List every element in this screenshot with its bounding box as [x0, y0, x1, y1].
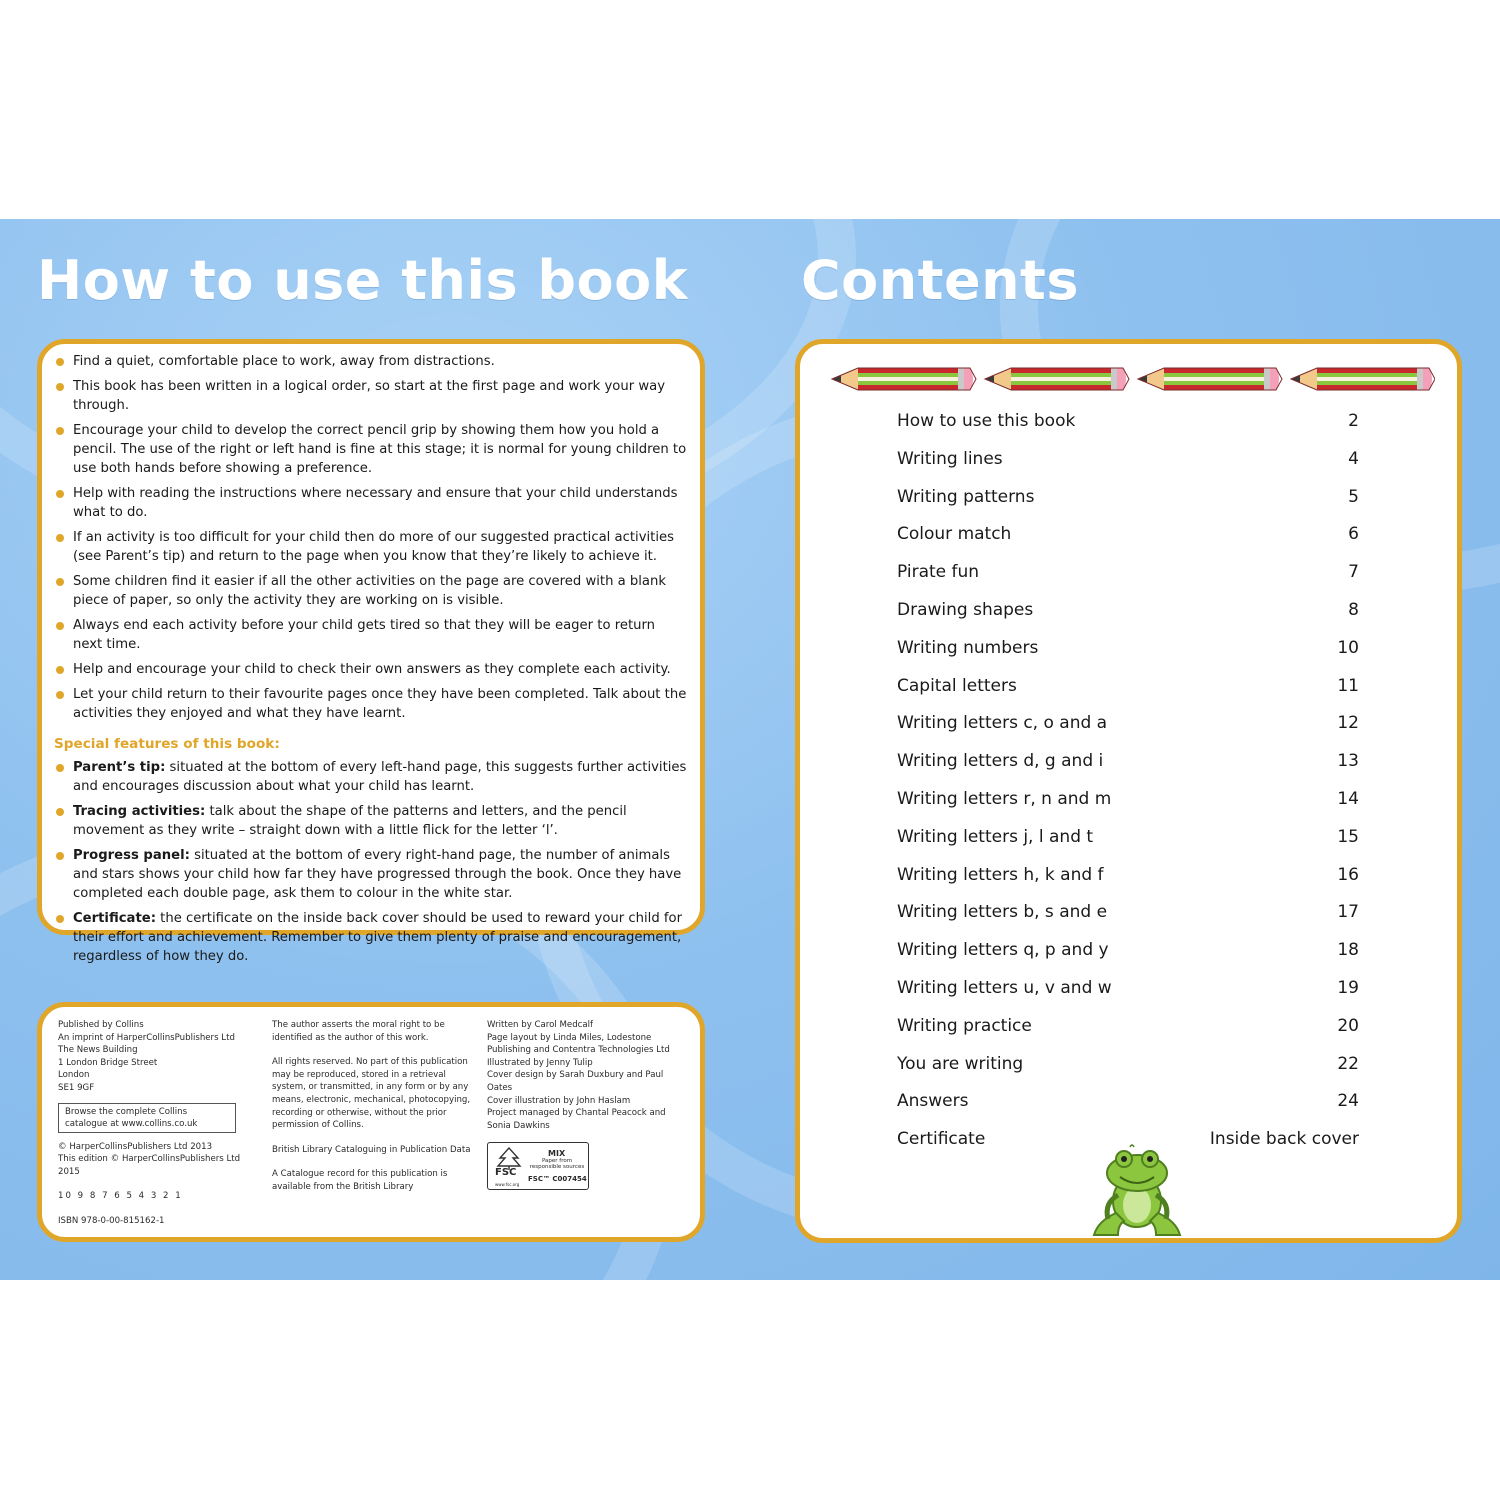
toc-page-number: 16: [1337, 864, 1359, 885]
feature-text: situated at the bottom of every left-hand page, this suggests further activities and encourages discussion about what your child has learnt.: [73, 760, 687, 794]
fsc-mix: MIX: [548, 1149, 566, 1159]
instruction-item: Encourage your child to develop the correct pencil grip by showing them how you hold a pencil. The use of the right or left hand is fine at this stage; it is normal for young children to use both hands before showing a preference.: [54, 421, 688, 478]
book-spread: [0, 219, 1500, 1280]
fsc-word: FSC: [495, 1167, 517, 1179]
publisher-line: 1 London Bridge Street: [58, 1057, 158, 1068]
rights-paragraph: A Catalogue record for this publication is available from the British Library: [272, 1169, 448, 1192]
toc-row: [897, 557, 1359, 587]
toc-row: [897, 671, 1359, 701]
toc-title: Writing letters b, s and e: [897, 902, 1108, 923]
toc-page-number: 19: [1337, 978, 1359, 998]
toc-title: Writing letters r, n and m: [897, 789, 1112, 809]
toc-row: [897, 595, 1359, 625]
feature-item: [54, 909, 688, 966]
feature-text: talk about the shape of the patterns and letters, and the pencil movement as they write – straight down with a little flick for the letter ‘l’.: [73, 804, 627, 838]
fsc-code: FSC™ C007454: [528, 1175, 587, 1184]
toc-row: [897, 822, 1359, 852]
toc-title: Writing letters q, p and y: [897, 940, 1109, 961]
toc-page-number: 7: [1348, 562, 1359, 583]
copyright-line: © HarperCollinsPublishers Ltd 2013: [58, 1141, 213, 1152]
pencil-icon: [832, 368, 976, 390]
toc-title: Drawing shapes: [897, 600, 1034, 620]
frog-icon: [1088, 1143, 1186, 1239]
feature-item: [54, 802, 688, 840]
toc-row: [897, 1086, 1359, 1116]
toc-row: [897, 1049, 1359, 1079]
toc-title: Writing letters h, k and f: [897, 864, 1104, 885]
toc-row: [897, 406, 1359, 436]
feature-term: Certificate:: [73, 911, 156, 926]
instruction-item: Help and encourage your child to check their own answers as they complete each activity.: [54, 660, 688, 679]
feature-item: [54, 758, 688, 796]
toc-row: [897, 784, 1359, 814]
publisher-column-2: [272, 1019, 472, 1206]
rights-paragraph: The author asserts the moral right to be identified as the author of this work.: [272, 1020, 445, 1043]
toc-title: Answers: [897, 1091, 969, 1112]
toc-page-number: 4: [1348, 448, 1359, 469]
publisher-column-3: [487, 1019, 677, 1190]
instruction-item: Find a quiet, comfortable place to work, away from distractions.: [54, 352, 688, 371]
publisher-line: SE1 9GF: [58, 1082, 95, 1093]
toc-page-number: 10: [1337, 637, 1359, 658]
toc-title: Writing numbers: [897, 637, 1039, 658]
toc-title: Writing patterns: [897, 486, 1035, 507]
publisher-panel: [37, 1002, 705, 1242]
toc-page-number: 2: [1348, 411, 1359, 431]
publisher-line: An imprint of HarperCollinsPublishers Ltd: [58, 1032, 235, 1043]
how-to-use-panel: [37, 339, 705, 964]
toc-page-number: 13: [1337, 751, 1359, 772]
toc-title: Writing letters c, o and a: [897, 713, 1108, 734]
instruction-item: If an activity is too difficult for your child then do more of our suggested practical activities (see Parent’s tip) and return to the page when you know that they’re likely to achieve it.: [54, 528, 688, 566]
credit-line: Project managed by Chantal Peacock and Sonia Dawkins: [487, 1108, 666, 1131]
fsc-url: www.fsc.org: [495, 1182, 520, 1188]
fsc-paper-sources: Paper from responsible sources: [529, 1158, 585, 1171]
toc-title: Pirate fun: [897, 562, 980, 583]
publisher-line: Published by Collins: [58, 1020, 144, 1030]
toc-page-number: 22: [1337, 1053, 1359, 1074]
toc-title: Certificate: [897, 1129, 986, 1150]
toc-row: [897, 1011, 1359, 1041]
toc-row: [897, 746, 1359, 776]
feature-item: [54, 846, 688, 903]
toc-title: Writing letters u, v and w: [897, 978, 1112, 998]
publisher-line: London: [58, 1070, 90, 1081]
toc-page-number: 20: [1337, 1015, 1359, 1036]
fsc-logo-icon: [487, 1142, 589, 1190]
toc-title: Colour match: [897, 524, 1012, 545]
toc-row: [897, 519, 1359, 549]
toc-row: [897, 444, 1359, 474]
pencil-icon: [985, 368, 1129, 390]
toc-page-number: 11: [1337, 675, 1359, 696]
credit-line: Cover design by Sarah Duxbury and Paul Oates: [487, 1070, 664, 1093]
isbn: ISBN 978-0-00-815162-1: [58, 1215, 165, 1226]
instruction-item: Always end each activity before your child gets tired so that they will be eager to return next time.: [54, 616, 688, 654]
toc-row: [897, 708, 1359, 738]
feature-text: the certificate on the inside back cover should be used to reward your child for their effort and achievement. Remember to give them plenty of praise and encouragement, regardless of how they do.: [73, 911, 683, 964]
pencil-icon: [1291, 368, 1435, 390]
catalogue-box: Browse the complete Collins catalogue at www.collins.co.uk: [58, 1103, 236, 1133]
instruction-item: Help with reading the instructions where necessary and ensure that your child understands what to do.: [54, 484, 688, 522]
toc-page-number: 17: [1337, 902, 1359, 923]
toc-title: Writing letters j, l and t: [897, 826, 1094, 847]
toc-page-number: 15: [1337, 826, 1359, 847]
printing-line: 10 9 8 7 6 5 4 3 2 1: [58, 1191, 183, 1202]
how-to-use-heading: How to use this book: [37, 249, 689, 312]
feature-term: Parent’s tip:: [73, 760, 166, 775]
instruction-item: This book has been written in a logical order, so start at the first page and work your way through.: [54, 377, 688, 415]
feature-text: situated at the bottom of every right-hand page, the number of animals and stars shows your child how far they have progressed through the book. Once they have completed each double page, ask them to colour in the white star.: [73, 848, 682, 901]
credit-line: Written by Carol Medcalf: [487, 1020, 594, 1030]
rights-paragraph: British Library Cataloguing in Publication Data: [272, 1144, 471, 1155]
instruction-list: [54, 352, 688, 723]
toc-row: [897, 633, 1359, 663]
instruction-item: Some children find it easier if all the other activities on the page are covered with a blank piece of paper, so only the activity they are working on is visible.: [54, 572, 688, 610]
toc-page-number: 5: [1348, 486, 1359, 507]
toc-title: Writing lines: [897, 448, 1003, 469]
special-features-heading: Special features of this book:: [54, 736, 280, 752]
toc-page-number: 24: [1337, 1091, 1359, 1112]
toc-page-number: 18: [1337, 940, 1359, 961]
publisher-line: The News Building: [58, 1045, 138, 1056]
toc-title: You are writing: [897, 1053, 1024, 1074]
publisher-column-1: [58, 1019, 258, 1228]
toc-row: [897, 973, 1359, 1003]
instruction-item: Let your child return to their favourite pages once they have been completed. Talk about the activities they enjoyed and what they have learnt.: [54, 685, 688, 723]
pencil-icon: [1138, 368, 1282, 390]
contents-panel: [795, 339, 1462, 1243]
toc-row: [897, 935, 1359, 965]
toc-title: Capital letters: [897, 675, 1017, 696]
credit-line: Page layout by Linda Miles, Lodestone Publishing and Contentra Technologies Ltd: [487, 1032, 670, 1056]
contents-heading: Contents: [801, 249, 1080, 312]
toc-page-number: 6: [1348, 524, 1359, 545]
toc-row: [897, 860, 1359, 890]
toc-row: [897, 897, 1359, 927]
copyright-line: This edition © HarperCollinsPublishers Ltd 2015: [58, 1154, 241, 1177]
rights-paragraph: All rights reserved. No part of this publication may be reproduced, stored in a retrieval system, or transmitted, in any form or by any means, electronic, mechanical, photocopying, recording or otherwise, without the prior permission of Collins.: [272, 1057, 471, 1131]
feature-term: Progress panel:: [73, 848, 190, 863]
toc-page-number: 14: [1337, 789, 1359, 809]
credit-line: Cover illustration by John Haslam: [487, 1095, 631, 1106]
toc-title: How to use this book: [897, 411, 1076, 431]
toc-page-number: Inside back cover: [1209, 1129, 1359, 1150]
toc-title: Writing letters d, g and i: [897, 751, 1104, 772]
pencil-border: [830, 364, 1435, 398]
toc-page-number: 8: [1348, 600, 1359, 620]
toc-page-number: 12: [1337, 713, 1359, 734]
feature-term: Tracing activities:: [73, 804, 206, 819]
credit-line: Illustrated by Jenny Tulip: [487, 1057, 593, 1068]
toc-title: Writing practice: [897, 1015, 1032, 1036]
feature-list: [54, 758, 688, 966]
toc-row: [897, 482, 1359, 512]
